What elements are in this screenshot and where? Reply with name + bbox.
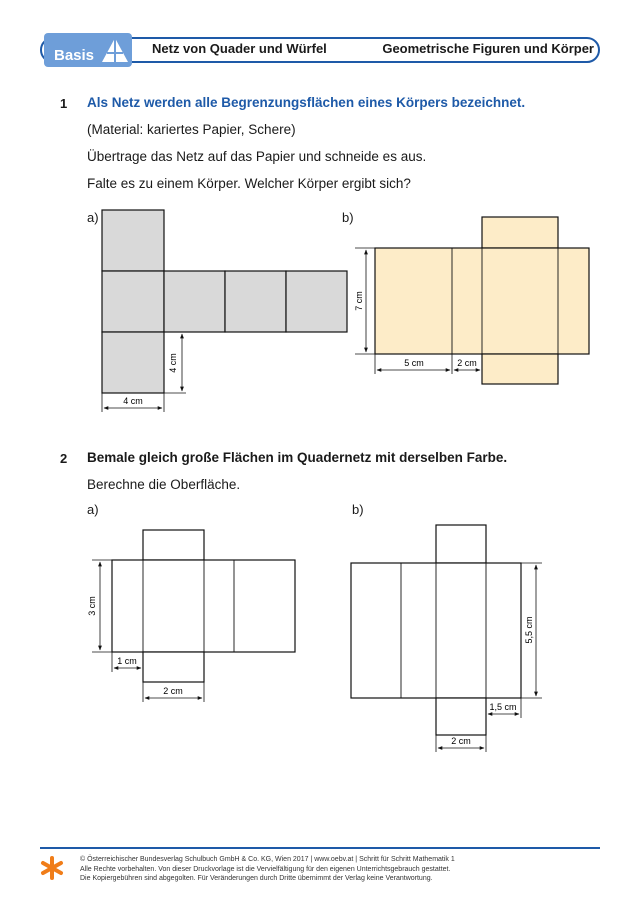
dim-a-width: 4 cm	[123, 396, 143, 406]
dim-b-width2: 2 cm	[457, 358, 477, 368]
task1-number: 1	[60, 96, 68, 111]
dim-2b-height: 5,5 cm	[524, 616, 534, 644]
cube-net	[102, 210, 347, 393]
dim-2a-height: 3 cm	[87, 596, 97, 616]
dim-b-height: 7 cm	[354, 291, 364, 311]
task1-label-b: b)	[342, 210, 354, 225]
task1-heading: Als Netz werden alle Begrenzungsflächen eines Körpers bezeichnet.	[87, 95, 526, 110]
publisher-logo-icon	[40, 855, 64, 881]
footer-divider	[40, 847, 600, 849]
footer-line: Die Kopiergebühren sind abgegolten. Für Veränderungen durch Dritte übernimmt der Verlag keine Verantwortung.	[80, 875, 433, 882]
page-title: Netz von Quader und Würfel	[152, 41, 327, 56]
task2-label-b: b)	[352, 502, 364, 517]
badge-label: Basis	[54, 47, 95, 64]
task1-line: Falte es zu einem Körper. Welcher Körper ergibt sich?	[87, 176, 411, 191]
footer-line: © Österreichischer Bundesverlag Schulbuch GmbH & Co. KG, Wien 2017 | www.oebv.at | Schritt für Schritt Mathematik 1	[80, 856, 455, 863]
task1-label-a: a)	[87, 210, 99, 225]
task1-line: Übertrage das Netz auf das Papier und schneide es aus.	[87, 149, 427, 164]
task1-line: (Material: kariertes Papier, Schere)	[87, 122, 296, 137]
dim-2b-width: 2 cm	[451, 736, 471, 746]
task2-heading: Bemale gleich große Flächen im Quadernetz mit derselben Farbe.	[87, 450, 508, 465]
dim-2a-small: 1 cm	[117, 656, 137, 666]
dim-2a-width: 2 cm	[163, 686, 183, 696]
task2-label-a: a)	[87, 502, 99, 517]
dim-b-width1: 5 cm	[404, 358, 424, 368]
footer-text	[80, 855, 455, 884]
task2a-net	[112, 530, 295, 682]
page-category: Geometrische Figuren und Körper	[382, 41, 594, 56]
footer-line: Alle Rechte vorbehalten. Von dieser Druckvorlage ist die Vervielfältigung für den eigenen Unterrichtsgebrauch gestattet.	[80, 865, 451, 873]
dim-2b-small: 1,5 cm	[489, 702, 517, 712]
dim-a-height: 4 cm	[168, 353, 178, 373]
task2-line: Berechne die Oberfläche.	[87, 477, 241, 492]
task2-number: 2	[60, 451, 68, 466]
